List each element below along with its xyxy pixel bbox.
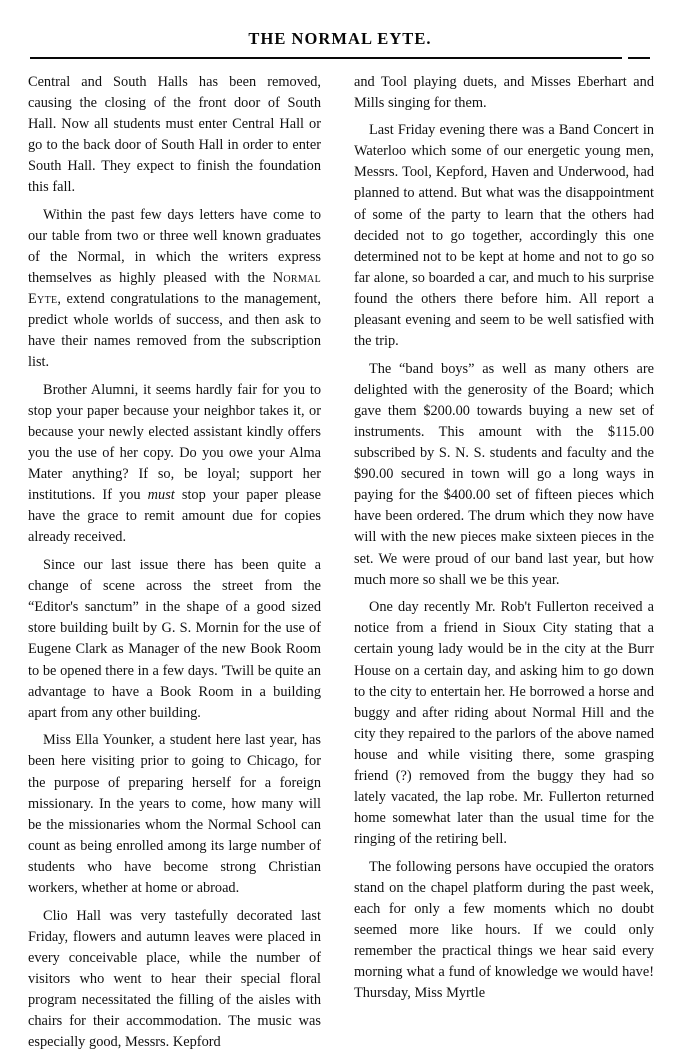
paragraph [28, 380, 321, 549]
paragraph: and Tool playing duets, and Misses Eberhart and Mills singing for them. [354, 72, 654, 114]
paragraph-run-italic: must [148, 487, 175, 503]
header-divider-main [30, 57, 622, 59]
page-title: THE NORMAL EYTE. [0, 31, 680, 48]
paragraph-run: Brother Alumni, it seems hardly fair for you to stop your paper because your neighbor takes it, or because your newly elected assistant kindly offers you the use of her copy. Do you owe your Alma Mater anything? If so, be loyal; support her institutions. If you [28, 382, 321, 503]
paragraph-run: , extend congratulations to the management, predict whole worlds of success, and then ask to have their names removed from the subscription list. [28, 291, 321, 370]
paragraph: The following persons have occupied the orators stand on the chapel platform during the past week, each for only a few moments which no doubt seemed more like hours. If we could only remember the practical things we hear said every morning what a fund of knowledge we would have! Thursday, Miss Myrtle [354, 857, 654, 1005]
header-divider-tail [628, 57, 650, 59]
paragraph: The “band boys” as well as many others are delighted with the generosity of the Board; which gave them $200.00 towards buying a new set of instruments. This amount with the $115.00 subscribed by S. N. S. students and faculty and the $90.00 secured in town will go a long ways in paying for the $400.00 set of fifteen pieces which have been ordered. The drum which they now have will with the new pieces make sixteen pieces in the set. We were proud of our band last year, but how much more so shall we be this year. [354, 359, 654, 591]
column-left [28, 72, 321, 1053]
page-header [0, 0, 680, 48]
paragraph: Clio Hall was very tastefully decorated last Friday, flowers and autumn leaves were placed in every conceivable place, while the number of visitors who went to hear their special floral program necessitated the filling of the aisles with chairs for their accommodation. The music was especially good, Messrs. Kepford [28, 906, 321, 1053]
article-columns [0, 72, 680, 1053]
paragraph: Miss Ella Younker, a student here last year, has been here visiting prior to going to Chicago, for the purpose of preparing herself for a foreign missionary. In the years to come, how many will be the missionaries whom the Normal School can count as being enrolled among its large number of students who have become strong Christian workers, whether at home or abroad. [28, 730, 321, 899]
paragraph: Last Friday evening there was a Band Concert in Waterloo which some of our energetic young men, Messrs. Tool, Kepford, Haven and Underwood, had planned to attend. But what was the disappointment of some of the party to learn that the others had decided not to go together, accordingly this one determined not to be kept at home and not to go so far alone, so boarded a car, and much to his surprise found the others there before him. All report a pleasant evening and seem to be well satisfied with the trip. [354, 120, 654, 352]
paragraph-run-smallcaps: Normal Eyte [28, 270, 321, 307]
paragraph: Central and South Halls has been removed, causing the closing of the front door of South Hall. Now all students must enter Central Hall or go to the back door of South Hall in order to enter South Hall. They expect to finish the foundation this fall. [28, 72, 321, 199]
paragraph: Since our last issue there has been quite a change of scene across the street from the “Editor's sanctum” in the shape of a good sized store building built by G. S. Mornin for the use of Eugene Clark as Manager of the new Book Room to be opened there in a few days. 'Twill be quite an advantage to have a Book Room in a building apart from any other building. [28, 555, 321, 724]
paragraph-run: stop your paper please have the grace to remit amount due for copies already received. [28, 487, 321, 545]
paragraph: One day recently Mr. Rob't Fullerton received a notice from a friend in Sioux City stating that a certain young lady would be in the city at the Burr House on a certain day, and asking him to go down to the city to entertain her. He borrowed a horse and buggy and after riding about Normal Hill and the city they repaired to the parlors of the above named house and while visiting there, some grasping friend (?) removed from the buggy they had so lately vacated, the lap robe. Mr. Fullerton returned home somewhat later than the usual time for the ringing of the retiring bell. [354, 597, 654, 850]
header-divider [30, 57, 650, 61]
paragraph-run: Within the past few days letters have come to our table from two or three well known graduates of the Normal, in which the writers express themselves as highly pleased with the [28, 207, 321, 286]
column-right [354, 72, 654, 1053]
paragraph [28, 205, 321, 374]
